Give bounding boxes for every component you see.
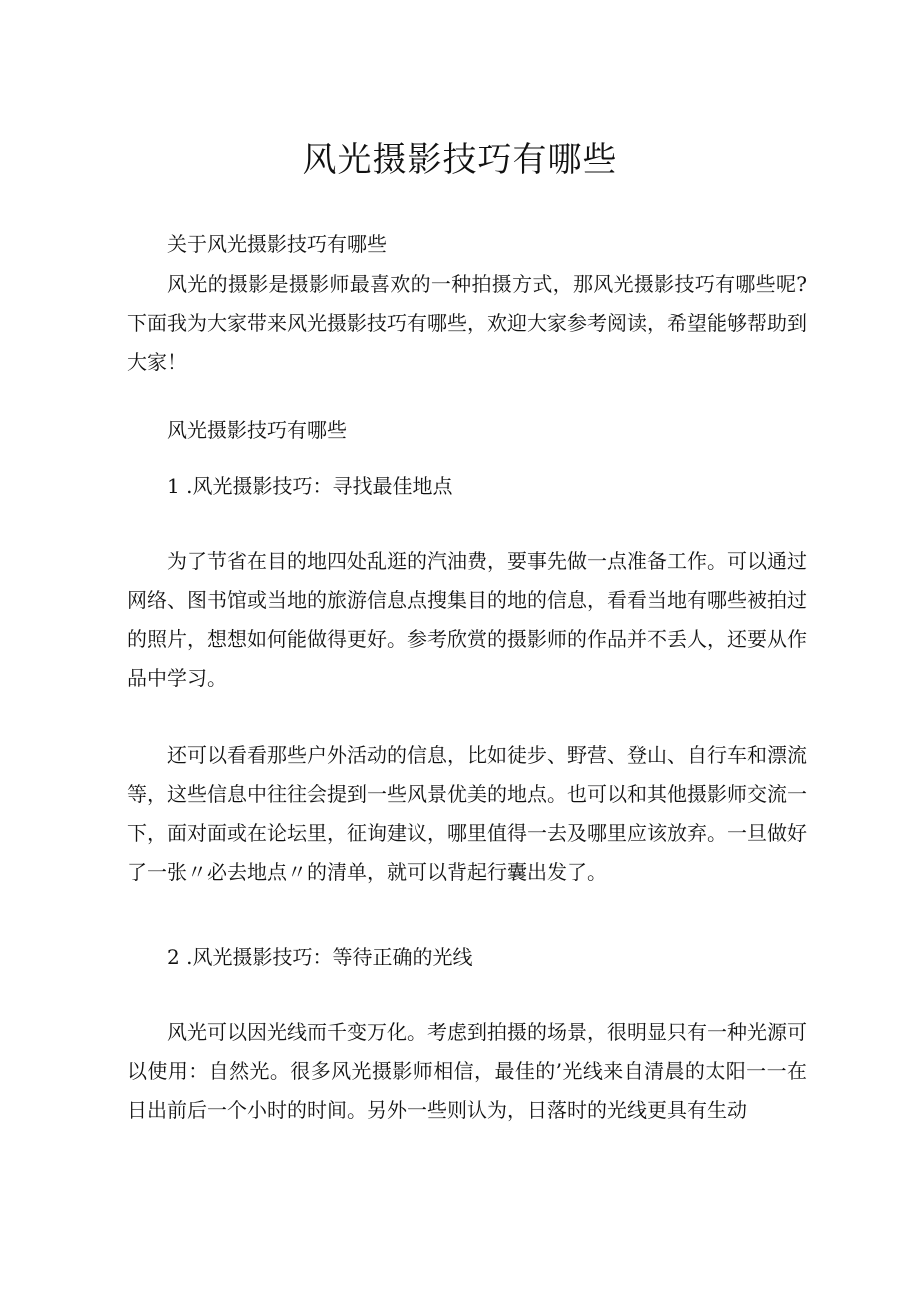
- section-heading: 风光摄影技巧有哪些: [167, 418, 347, 442]
- item2-heading: 2 .风光摄影技巧：等待正确的光线: [167, 945, 473, 969]
- subtitle-line: 关于风光摄影技巧有哪些: [167, 232, 387, 256]
- intro-paragraph: 风光的摄影是摄影师最喜欢的一种拍摄方式，那风光摄影技巧有哪些呢?下面我为大家带来风光摄影技巧有哪些，欢迎大家参考阅读，希望能够帮助到大家！: [127, 272, 807, 374]
- item1-paragraph-1: 为了节省在目的地四处乱逛的汽油费，要事先做一点准备工作。可以通过网络、图书馆或当地的旅游信息点搜集目的地的信息，看看当地有哪些被拍过的照片，想想如何能做得更好。参考欣赏的摄影师的作品并不丢人，还要从作品中学习。: [127, 549, 807, 690]
- item1-heading: 1 .风光摄影技巧：寻找最佳地点: [167, 474, 453, 498]
- document-title: 风光摄影技巧有哪些: [302, 140, 618, 180]
- item2-paragraph-1: 风光可以因光线而千变万化。考虑到拍摄的场景，很明显只有一种光源可以使用：自然光。很多风光摄影师相信，最佳的’光线来自清晨的太阳一一在日出前后一个小时的时间。另外一些则认为，日落时的光线更具有生动: [127, 1020, 807, 1122]
- item1-paragraph-2: 还可以看看那些户外活动的信息，比如徒步、野营、登山、自行车和漂流等，这些信息中往往会提到一些风景优美的地点。也可以和其他摄影师交流一下，面对面或在论坛里，征询建议，哪里值得一去及哪里应该放弃。一旦做好了一张〃必去地点〃的清单，就可以背起行囊出发了。: [127, 743, 807, 884]
